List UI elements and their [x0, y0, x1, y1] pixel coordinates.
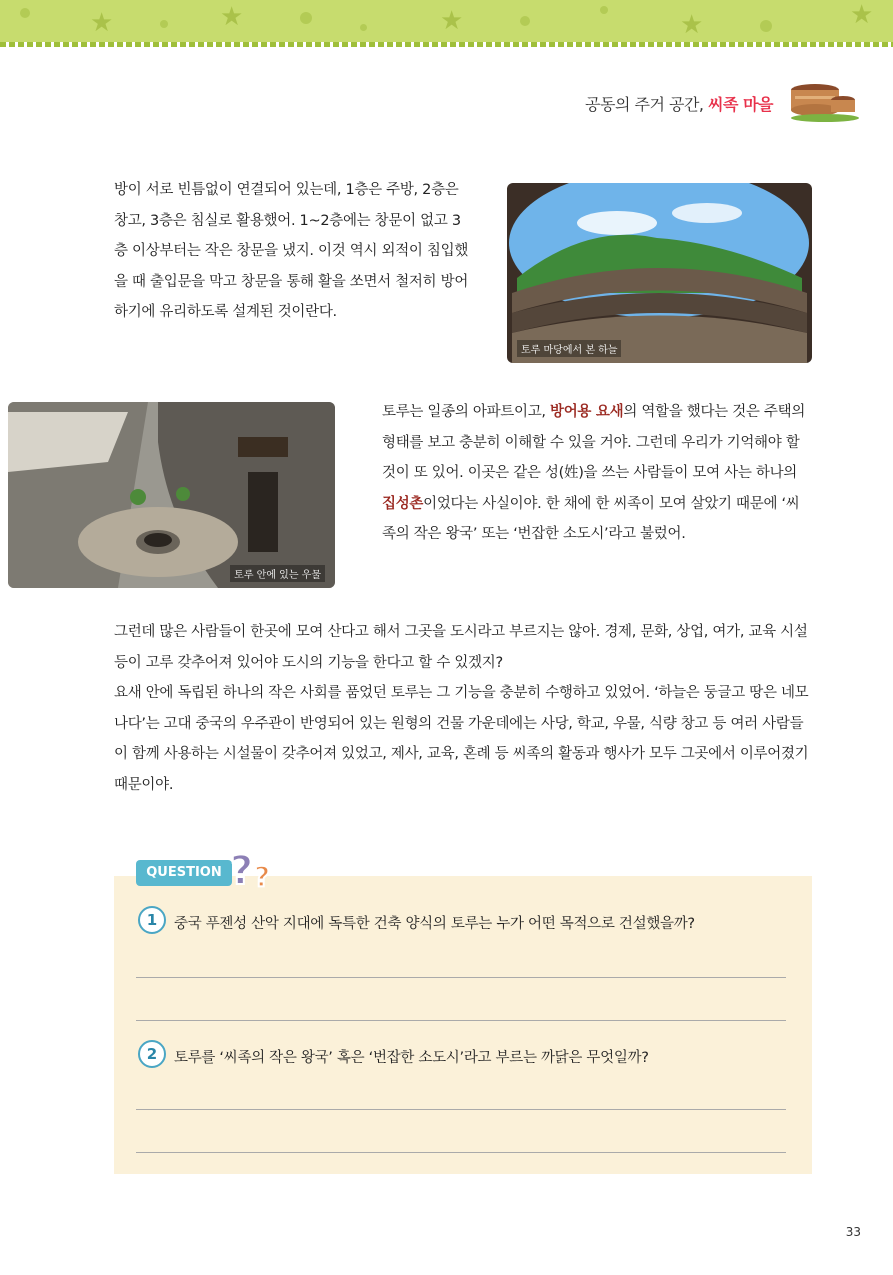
photo-tulou-well: [8, 402, 335, 588]
highlight-term: 방어용 요새: [550, 404, 624, 420]
text-run: 의 역할을 했다는 것은 주택의 형태를 보고 충분히 이해할 수 있을 거야. 그런데 우리가 기억해야 할 것이 또 있어. 이곳은 같은 성(姓)을 쓰는 사람들이 모여 사는 하나의: [382, 404, 806, 481]
star-icon: ★: [90, 8, 114, 38]
paragraph-4: 요새 안에 독립된 하나의 작은 사회를 품었던 토루는 그 기능을 충분히 수행하고 있었어. ‘하늘은 둥글고 땅은 네모나다’는 고대 중국의 우주관이 반영되어 있는 원형의 건물 가운데에는 사당, 학교, 우물, 식량 창고 등 여러 사람들이 함께 사용하는 시설물이 갖추어져 있었고, 제사, 교육, 혼례 등 씨족의 활동과 행사가 모두 그곳에서 이루어졌기 때문이야.: [114, 685, 809, 793]
top-stripe: [0, 42, 893, 47]
tulou-building-icon: [785, 80, 860, 122]
text-run: 이었다는 사실이야. 한 채에 한 씨족이 모여 살았기 때문에 ‘씨족의 작은 왕국’ 또는 ‘번잡한 소도시’라고 불렀어.: [382, 495, 800, 542]
star-icon: ★: [850, 0, 874, 30]
highlight-term: 집성촌: [382, 495, 424, 512]
answer-line[interactable]: [136, 1020, 786, 1021]
question-2-text: 토루를 ‘씨족의 작은 왕국’ 혹은 ‘번잡한 소도시’라고 부르는 까닭은 무엇일까?: [174, 1050, 649, 1066]
question-1-number: 1: [138, 906, 166, 934]
question-tag: QUESTION: [136, 860, 232, 886]
header-accent: 씨족 마을: [708, 95, 773, 114]
photo-caption: 토루 마당에서 본 하늘: [517, 340, 621, 357]
answer-line[interactable]: [136, 977, 786, 978]
section-header: [585, 92, 773, 115]
svg-text:?: ?: [254, 860, 271, 892]
photo-tulou-sky: [507, 183, 812, 363]
paragraph-3: 그런데 많은 사람들이 한곳에 모여 산다고 해서 그곳을 도시라고 부르지는 않아. 경제, 문화, 상업, 여가, 교육 시설 등이 고루 갖추어져 있어야 도시의 기능을 한다고 할 수 있겠지?: [114, 624, 808, 671]
question-2-number: 2: [138, 1040, 166, 1068]
text-run: 토루는 일종의 아파트이고,: [382, 404, 551, 420]
top-decorative-band: [0, 0, 893, 42]
answer-line[interactable]: [136, 1152, 786, 1153]
photo-caption: 토루 안에 있는 우물: [230, 565, 325, 582]
paragraph-2: [382, 397, 812, 550]
star-icon: ★: [680, 10, 704, 40]
paragraph-1: 방이 서로 빈틈없이 연결되어 있는데, 1층은 주방, 2층은 창고, 3층은 침실로 활용했어. 1~2층에는 창문이 없고 3층 이상부터는 작은 창문을 냈지. 이것 역시 외적이 침입했을 때 출입문을 막고 창문을 통해 활을 쏘면서 철저히 방어하기에 유리하도록 설계된 것이란다.: [114, 182, 469, 320]
question-marks-icon: [226, 844, 282, 892]
answer-line[interactable]: [136, 1109, 786, 1110]
svg-text:?: ?: [230, 848, 254, 892]
question-1-text: 중국 푸젠성 산악 지대에 독특한 건축 양식의 토루는 누가 어떤 목적으로 건설했을까?: [174, 916, 695, 932]
page-number: 33: [845, 1225, 861, 1239]
star-icon: ★: [440, 6, 464, 36]
header-prefix: 공동의 주거 공간,: [585, 95, 709, 114]
star-icon: ★: [220, 2, 244, 32]
